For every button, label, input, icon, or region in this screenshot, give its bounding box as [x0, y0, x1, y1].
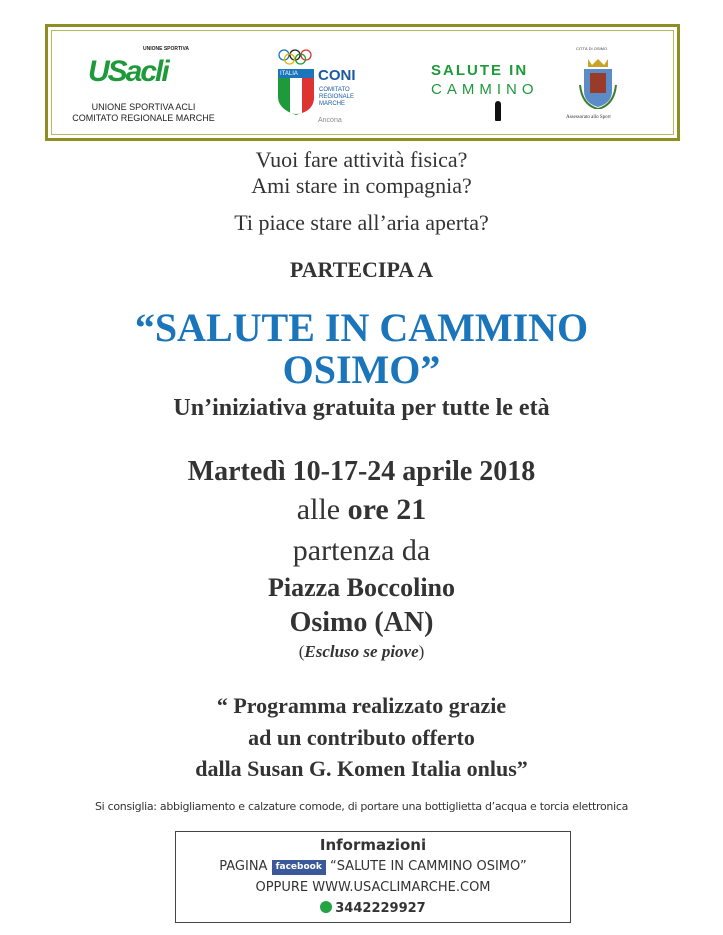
sponsor-line-1: “ Programma realizzato grazie [216, 693, 507, 718]
usacli-caption-2: COMITATO REGIONALE MARCHE [72, 113, 215, 123]
rain-close: ) [418, 642, 425, 661]
salute-in-cammino-logo-line1: SALUTE IN [431, 62, 529, 79]
coni-sub-3: MARCHE [319, 101, 346, 107]
coni-title: CONI [318, 67, 356, 84]
departure-city: Osimo (AN) [289, 607, 434, 638]
coni-sub-1: COMITATO [319, 87, 350, 93]
departure-place: Piazza Boccolino [267, 573, 455, 602]
phone-number[interactable]: 3442229927 [335, 901, 426, 916]
info-title: Informazioni [319, 836, 427, 854]
rain-open: ( [298, 642, 305, 661]
facebook-icon[interactable]: facebook [272, 860, 326, 875]
info-facebook-line [176, 856, 570, 877]
logo-banner [45, 24, 680, 141]
usacli-logo: USacli [88, 55, 168, 88]
info-phone-line [176, 898, 570, 919]
salute-in-cammino-logo-line2: CAMMINO [431, 81, 539, 98]
coni-italia-text: ITALIA [280, 71, 298, 77]
osimo-coat-of-arms-icon [578, 57, 618, 109]
usacli-caption-1: UNIONE SPORTIVA ACLI [91, 102, 196, 112]
osimo-top-text: CITTÀ DI OSIMO [576, 46, 608, 51]
event-time [0, 494, 723, 526]
event-subtitle: Un’iniziativa gratuita per tutte le età [173, 395, 550, 421]
departure-label: partenza da [292, 534, 431, 567]
sponsor-line-2: ad un contributo offerto [248, 725, 475, 750]
question-3: Ti piace stare all’aria aperta? [234, 210, 489, 235]
coni-sub-2: REGIONALE [319, 94, 355, 100]
time-value: ore 21 [347, 493, 427, 526]
rain-text: Escluso se piove [304, 642, 419, 661]
partecipa-heading: PARTECIPA A [289, 257, 434, 282]
info-box [175, 831, 571, 923]
osimo-bottom-text: Assessorato allo Sport [566, 115, 611, 120]
sponsor-line-3: dalla Susan G. Komen Italia onlus” [195, 756, 528, 781]
coni-city: Ancona [318, 117, 342, 124]
coni-sub [319, 87, 354, 108]
info-website[interactable]: OPPURE WWW.USACLIMARCHE.COM [255, 880, 491, 895]
page-label: PAGINA [219, 859, 268, 874]
facebook-page-name: “SALUTE IN CAMMINO OSIMO” [329, 859, 527, 874]
usacli-small-text: UNIONE SPORTIVA [143, 46, 190, 52]
question-1: Vuoi fare attività fisica? [255, 147, 468, 172]
event-dates: Martedì 10-17-24 aprile 2018 [187, 456, 536, 487]
question-2: Ami stare in compagnia? [251, 173, 472, 198]
olympic-rings-icon [278, 49, 312, 63]
whatsapp-icon [320, 901, 332, 913]
walker-icon [495, 101, 501, 121]
rain-note [0, 643, 723, 661]
event-title-line2: OSIMO” [282, 347, 441, 392]
time-prefix: alle [296, 493, 348, 526]
advice-text: Si consiglia: abbigliamento e calzature comode, di portare una bottiglietta d’acqua e torcia elettronica [94, 800, 629, 813]
event-title-line1: “SALUTE IN CAMMINO [134, 305, 589, 350]
